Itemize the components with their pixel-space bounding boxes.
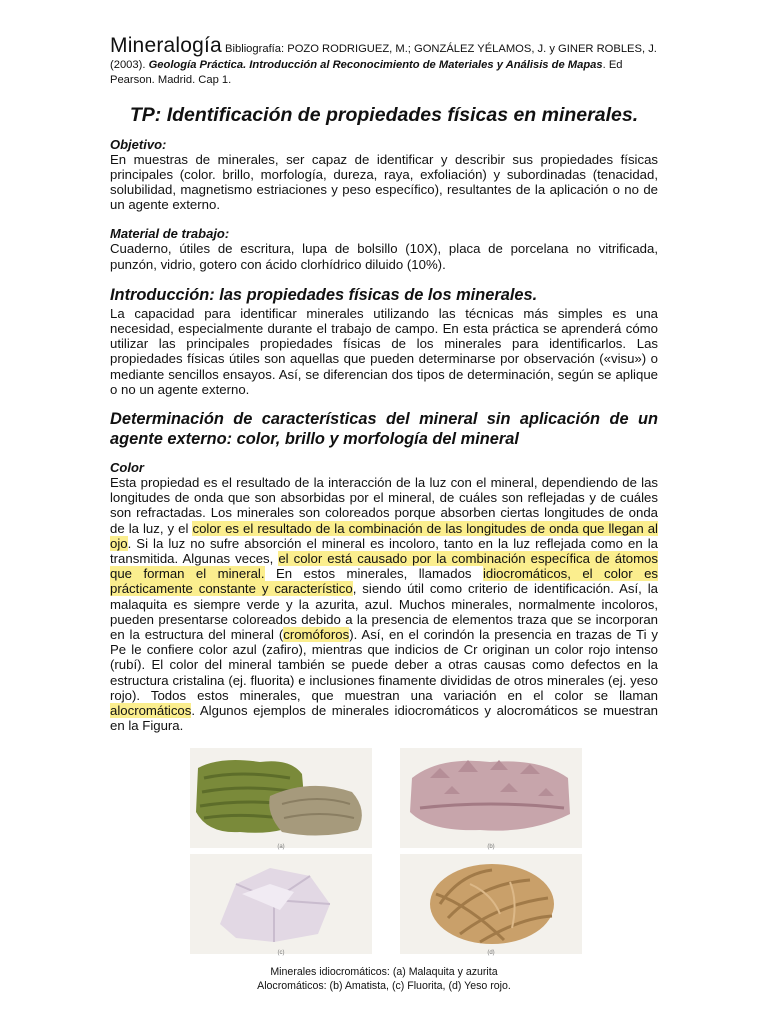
color-text-1: Esta propiedad es el resultado de la interacción de la luz con el mineral, dependiendo de las longitudes de onda que son absorbidas por el mineral, de cuáles son reflejadas y de cuáles son refractadas. Los minerales son coloreados porque absorben ciertas longitudes de onda de la luz, y el <box>110 474 658 536</box>
figure-caption-line-1: Minerales idiocromáticos: (a) Malaquita y azurita <box>270 966 498 978</box>
objective-label: Objetivo: <box>110 136 167 152</box>
color-paragraph <box>110 475 658 733</box>
color-text-4: , siendo útil como criterio de identificación. Así, la malaquita es siempre verde y la azurita, azul. Muchos minerales, normalmente incoloros, pueden presentarse coloreados debido a la presencia de elementos traza que se incorporan en la estructura del mineral ( <box>110 581 658 642</box>
page-title: TP: Identificación de propiedades físicas en minerales. <box>129 103 639 126</box>
mineral-figure <box>190 748 582 960</box>
course-title: Mineralogía <box>110 34 222 57</box>
material-text: Cuaderno, útiles de escritura, lupa de bolsillo (10X), placa de porcelana no vitrificada, punzón, vidrio, gotero con ácido clorhídrico diluido (10%). <box>110 241 658 272</box>
highlight-4: cromóforos <box>283 626 350 642</box>
figure-caption <box>110 966 658 993</box>
figure-caption-line-2: Alocromáticos: (b) Amatista, (c) Fluorita, (d) Yeso rojo. <box>257 979 511 992</box>
objective-text: En muestras de minerales, ser capaz de identificar y describir sus propiedades físicas principales (color. brillo, morfología, dureza, raya, exfoliación) y subordinadas (tenacidad, solubilidad, magnetismo estriaciones y peso específico), resultantes de la aplicación o no de un agente externo. <box>110 151 658 213</box>
photo-gypsum <box>400 854 582 954</box>
highlight-5: alocromáticos <box>110 702 192 718</box>
amethyst-image <box>400 748 582 848</box>
fluorite-image <box>190 854 372 954</box>
photo-label-a: (a) <box>277 844 285 850</box>
malachite-image <box>190 748 372 848</box>
bibliography-header <box>110 34 658 89</box>
intro-text: La capacidad para identificar minerales utilizando las técnicas más simples es una necesidad, especialmente durante el trabajo de campo. En esta práctica se aprenderá cómo utilizar las principales propiedades físicas de los minerales para identificarlos. Las propiedades físicas útiles son aquellas que pueden determinarse por observación («visu») o mediante sencillos ensayos. Así, se diferencian dos tipos de determinación, según se aplique o no un agente externo. <box>110 305 658 397</box>
highlight-3: idiocromáticos, el color es prácticamente constante y característico <box>110 566 658 597</box>
photo-malachite <box>190 748 372 848</box>
bibliography-publisher: . Ed Pearson. Madrid. Cap 1. <box>110 58 623 86</box>
objective-section <box>110 137 658 213</box>
material-label: Material de trabajo: <box>110 226 230 242</box>
material-section <box>110 226 658 271</box>
bibliography-book-title: Geología Práctica. Introducción al Reconocimiento de Materiales y Análisis de Mapas <box>148 58 603 71</box>
color-label: Color <box>110 459 144 475</box>
photo-amethyst <box>400 748 582 848</box>
document-page <box>110 34 658 734</box>
color-text-3: En estos minerales, llamados <box>264 566 483 582</box>
bibliography-text: Bibliografía: POZO RODRIGUEZ, M.; GONZÁLEZ YÉLAMOS, J. y GINER ROBLES, J. (2003). <box>110 43 657 71</box>
photo-fluorite <box>190 854 372 954</box>
color-text-5: ). Así, en el corindón la presencia en trazas de Ti y Pe le confiere color azul (zafiro), mientras que indicios de Cr originan un color rojo intenso (rubí). El color del mineral también se puede deber a otras causas como defectos en la estructura cristalina (ej. fluorita) e inclusiones finamente divididas de otros minerales (ej. yeso rojo). Todos estos minerales, que muestran una variación en el color se llaman <box>110 626 658 703</box>
highlight-1: color es el resultado de la combinación de las longitudes de onda que llegan al ojo <box>110 520 658 551</box>
determination-heading: Determinación de características del mineral sin aplicación de un agente externo: color, brillo y morfología del mineral <box>110 409 658 448</box>
highlight-2: el color está causado por la combinación específica de átomos que forman el mineral. <box>110 550 658 582</box>
photo-label-c: (c) <box>277 950 285 956</box>
color-text-6: . Algunos ejemplos de minerales idiocromáticos y alocromáticos se muestran en la Figura. <box>110 702 658 734</box>
color-text-2: . Si la luz no sufre absorción el mineral es incoloro, tanto en la luz reflejada como en la transmitida. Algunas veces, <box>110 535 658 566</box>
intro-heading: Introducción: las propiedades físicas de los minerales. <box>110 285 538 304</box>
photo-label-b: (b) <box>487 844 495 850</box>
gypsum-rose-image <box>400 854 582 954</box>
photo-label-d: (d) <box>487 950 495 956</box>
